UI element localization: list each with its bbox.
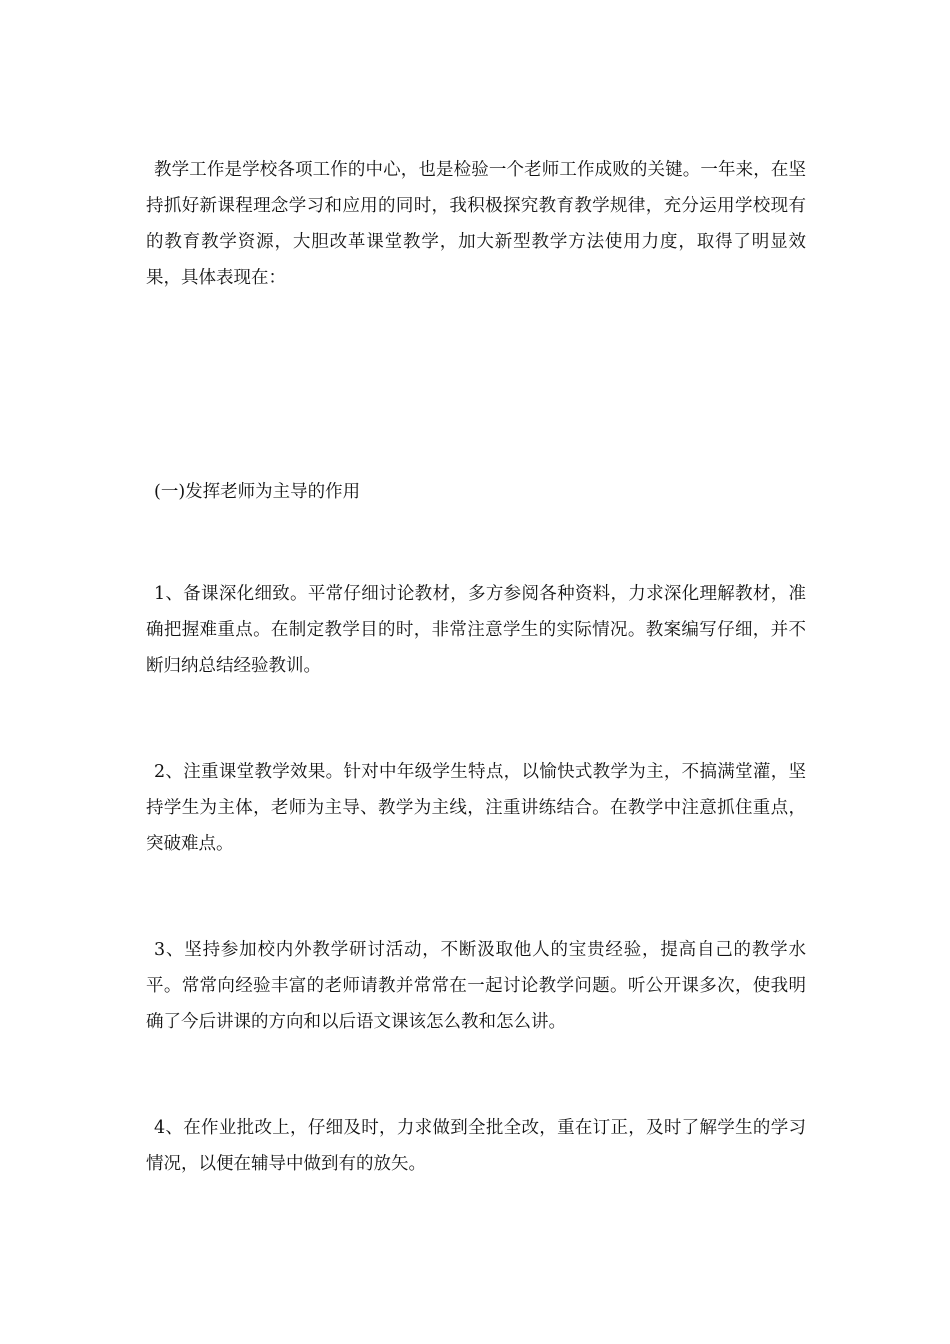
list-item-3: 3、坚持参加校内外教学研讨活动，不断汲取他人的宝贵经验，提高自己的教学水平。常常向经验丰富的老师请教并常常在一起讨论教学问题。听公开课多次，使我明确了今后讲课的方向和以后语文课该怎么教和怎么讲。 bbox=[146, 940, 806, 1032]
list-item-1: 1、备课深化细致。平常仔细讨论教材，多方参阅各种资料，力求深化理解教材，准确把握难重点。在制定教学目的时，非常注意学生的实际情况。教案编写仔细，并不断归纳总结经验教训。 bbox=[146, 584, 806, 676]
intro-paragraph: 教学工作是学校各项工作的中心，也是检验一个老师工作成败的关键。一年来，在坚持抓好新课程理念学习和应用的同时，我积极探究教育教学规律，充分运用学校现有的教育教学资源，大胆改革课堂教学，加大新型教学方法使用力度，取得了明显效果，具体表现在： bbox=[146, 160, 806, 288]
list-item-4: 4、在作业批改上，仔细及时，力求做到全批全改，重在订正，及时了解学生的学习情况，以便在辅导中做到有的放矢。 bbox=[146, 1118, 806, 1174]
section-heading: (一)发挥老师为主导的作用 bbox=[154, 482, 361, 502]
list-item-2: 2、注重课堂教学效果。针对中年级学生特点，以愉快式教学为主，不搞满堂灌，坚持学生为主体，老师为主导、教学为主线，注重讲练结合。在教学中注意抓住重点，突破难点。 bbox=[146, 762, 806, 854]
